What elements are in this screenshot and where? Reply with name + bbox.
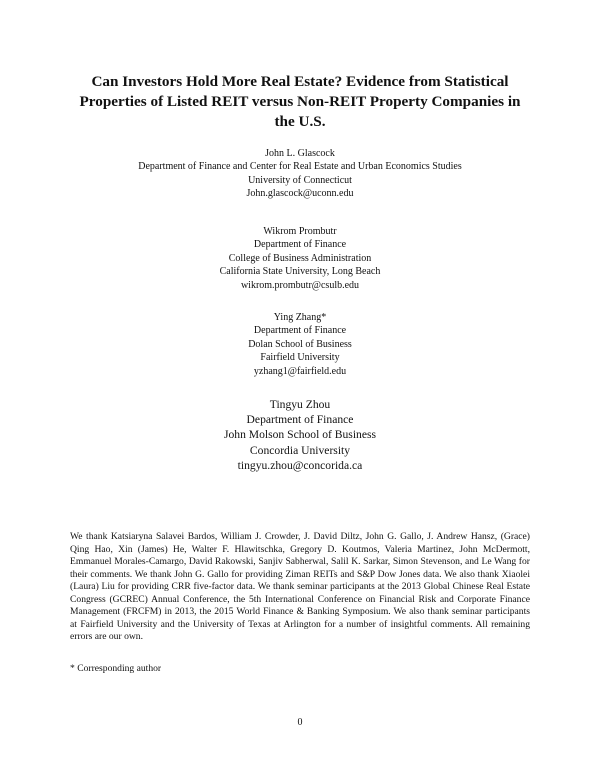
corresponding-author-footnote: * Corresponding author bbox=[70, 663, 162, 674]
author-university: Fairfield University bbox=[260, 352, 340, 364]
author-name: Wikrom Prombutr bbox=[263, 226, 337, 237]
author-email: tingyu.zhou@concorida.ca bbox=[237, 458, 363, 472]
author-block-glascock bbox=[60, 147, 540, 201]
title-line-3: the U.S. bbox=[274, 113, 326, 130]
author-department: Department of Finance bbox=[253, 325, 347, 337]
title-line-1: Can Investors Hold More Real Estate? Evidence from Statistical bbox=[91, 73, 509, 90]
acknowledgments-paragraph: We thank Katsiaryna Salavei Bardos, William J. Crowder, J. David Diltz, John G. Gallo, J. Andrew Hansz, (Grace) Qing Hao, Xin (James) He, Walter F. Hlawitschka, Gregory D. Koutmos, Valeria Martinez, John McDermott, Emmanuel Morales-Camargo, David Rakowski, Sanjiv Sabherwal, Salil K. Sarkar, Simon Stevenson, and Le Wang for their comments. We thank John G. Gallo for providing Ziman REITs and S&P Dow Jones data. We also thank Xiaolei (Laura) Liu for providing CRR five-factor data. We thank seminar participants at the 2013 Global Chinese Real Estate Congress (GCREC) Annual Conference, the 5th International Conference on Financial Risk and Corporate Finance Management (FRCFM) in 2013, the 2015 World Finance & Banking Symposium. We also thank seminar participants at Fairfield University and the University of Texas at Arlington for a number of insightful comments. All remaining errors are our own. bbox=[70, 531, 530, 642]
author-school: John Molson School of Business bbox=[223, 428, 377, 442]
author-name: Ying Zhang* bbox=[273, 312, 327, 323]
title-line-2: Properties of Listed REIT versus Non-REIT Property Companies in bbox=[79, 93, 521, 110]
author-department: Department of Finance bbox=[253, 239, 347, 251]
author-name: Tingyu Zhou bbox=[269, 398, 331, 411]
page-number: 0 bbox=[297, 717, 303, 728]
author-school: Dolan School of Business bbox=[248, 338, 352, 350]
author-block-prombutr bbox=[60, 225, 540, 292]
author-department: Department of Finance bbox=[246, 413, 354, 427]
author-university: Concordia University bbox=[249, 443, 351, 457]
author-university: University of Connecticut bbox=[248, 174, 352, 186]
author-name: John L. Glascock bbox=[265, 148, 335, 159]
paper-title bbox=[60, 72, 540, 132]
author-department: Department of Finance and Center for Real Estate and Urban Economics Studies bbox=[138, 161, 462, 173]
author-email: wikrom.prombutr@csulb.edu bbox=[240, 279, 360, 291]
author-email: John.glascock@uconn.edu bbox=[246, 188, 354, 200]
author-block-zhou bbox=[60, 397, 540, 473]
author-university: California State University, Long Beach bbox=[219, 266, 381, 278]
author-school: College of Business Administration bbox=[228, 252, 372, 264]
author-block-zhang bbox=[60, 311, 540, 378]
author-email: yzhang1@fairfield.edu bbox=[253, 365, 347, 377]
